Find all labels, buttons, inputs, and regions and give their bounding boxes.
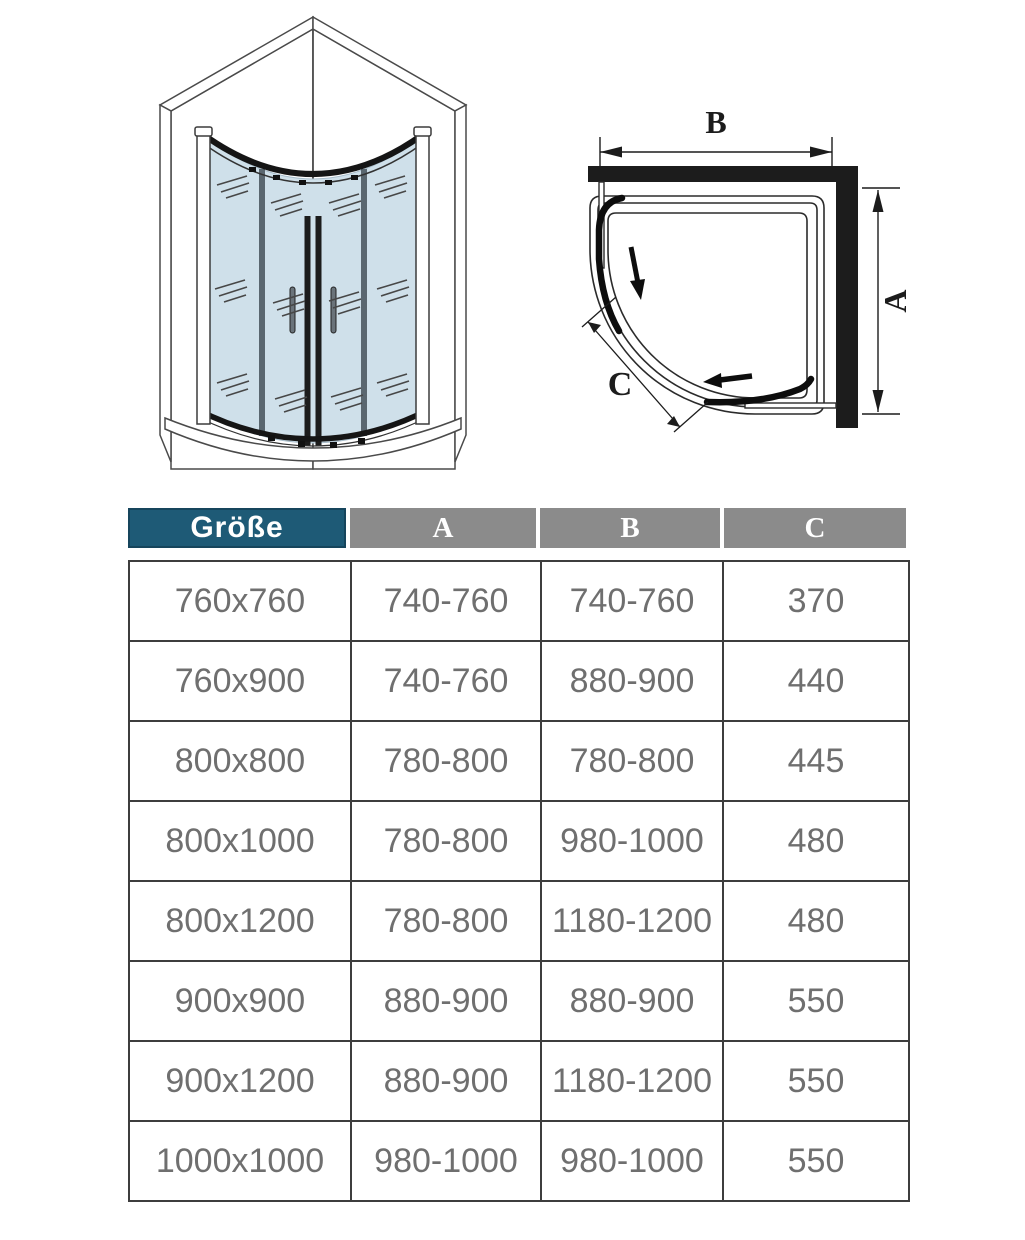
table-row — [129, 721, 909, 801]
cell-c: 550 — [723, 1041, 909, 1121]
cell-size: 800x1200 — [129, 881, 351, 961]
header-groesse: Größe — [128, 508, 346, 548]
header-c: C — [724, 508, 906, 548]
cell-a: 880-900 — [351, 961, 541, 1041]
table-row — [129, 961, 909, 1041]
cell-c: 550 — [723, 1121, 909, 1201]
cell-b: 780-800 — [541, 721, 723, 801]
size-table-header — [128, 508, 908, 548]
cell-b: 1180-1200 — [541, 1041, 723, 1121]
dimension-c — [582, 297, 708, 432]
cell-c: 550 — [723, 961, 909, 1041]
table-row — [129, 561, 909, 641]
table-row — [129, 801, 909, 881]
cell-c: 480 — [723, 801, 909, 881]
table-row — [129, 641, 909, 721]
cell-b: 880-900 — [541, 961, 723, 1041]
cell-a: 740-760 — [351, 561, 541, 641]
cell-b: 980-1000 — [541, 1121, 723, 1201]
cell-a: 740-760 — [351, 641, 541, 721]
plan-right-wall — [836, 166, 858, 428]
header-a: A — [350, 508, 536, 548]
cell-size: 800x800 — [129, 721, 351, 801]
cell-size: 900x1200 — [129, 1041, 351, 1121]
dimension-b-label: B — [705, 104, 727, 140]
size-table — [128, 508, 908, 1202]
cell-a: 980-1000 — [351, 1121, 541, 1201]
cell-c: 445 — [723, 721, 909, 801]
cell-b: 880-900 — [541, 641, 723, 721]
cell-c: 440 — [723, 641, 909, 721]
shower-plan-diagram — [560, 85, 980, 465]
plan-fixed-panels — [599, 182, 836, 408]
cell-a: 880-900 — [351, 1041, 541, 1121]
cell-size: 1000x1000 — [129, 1121, 351, 1201]
plan-direction-arrows — [630, 247, 752, 388]
cell-a: 780-800 — [351, 801, 541, 881]
cell-size: 760x760 — [129, 561, 351, 641]
plan-top-wall — [588, 166, 858, 182]
dimension-a — [862, 188, 913, 414]
cell-a: 780-800 — [351, 721, 541, 801]
table-row — [129, 1041, 909, 1121]
cell-b: 1180-1200 — [541, 881, 723, 961]
cell-b: 740-760 — [541, 561, 723, 641]
size-table-body — [128, 560, 910, 1202]
table-row — [129, 1121, 909, 1201]
cell-size: 800x1000 — [129, 801, 351, 881]
header-b: B — [540, 508, 720, 548]
dimension-a-label: A — [877, 289, 913, 313]
cell-size: 760x900 — [129, 641, 351, 721]
cell-c: 480 — [723, 881, 909, 961]
cell-size: 900x900 — [129, 961, 351, 1041]
cell-a: 780-800 — [351, 881, 541, 961]
dimension-c-label: C — [607, 366, 633, 403]
cell-c: 370 — [723, 561, 909, 641]
shower-enclosure-3d-drawing — [133, 4, 503, 474]
table-row — [129, 881, 909, 961]
cell-b: 980-1000 — [541, 801, 723, 881]
